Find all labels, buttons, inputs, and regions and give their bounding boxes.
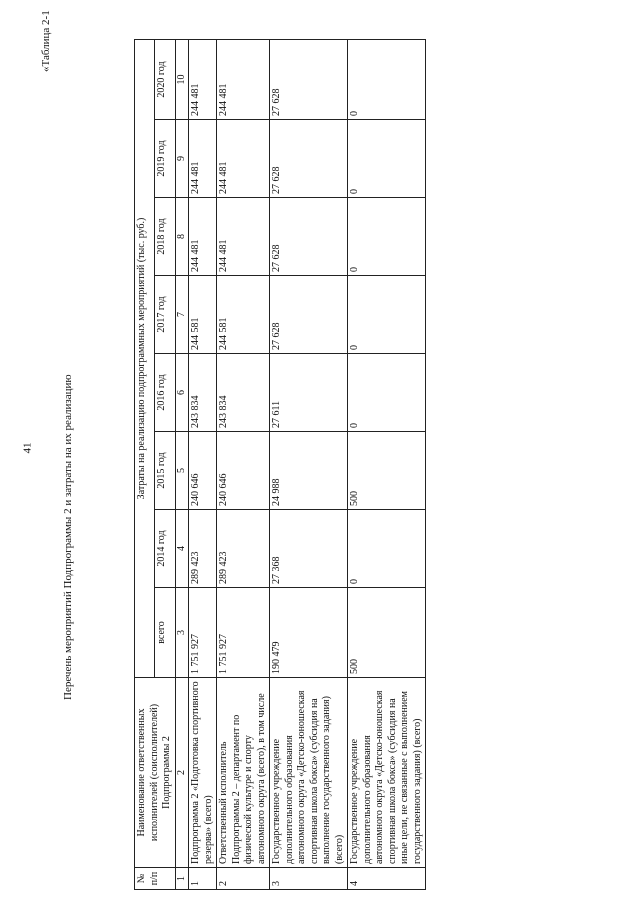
header-year: 2017 год — [155, 276, 175, 354]
row-value: 27 611 — [270, 354, 348, 432]
row-name: Государственное учреждение дополнительного образования автономного округа «Детско-юношеская спортивная школа бокса» (субсидия на иные цели, не связанные с выполнением государственного задания) (всего) — [348, 678, 426, 868]
column-number: 2 — [175, 678, 189, 868]
row-name: Подпрограмма 2 «Подготовка спортивного резерва» (всего) — [189, 678, 217, 868]
header-name: Наименование ответственных исполнителей (соисполнителей) Подпрограммы 2 — [135, 678, 176, 868]
row-value: 27 628 — [270, 39, 348, 119]
header-year: 2018 год — [155, 198, 175, 276]
column-number: 4 — [175, 510, 189, 588]
row-num: 1 — [189, 868, 217, 890]
row-total: 190 479 — [270, 588, 348, 678]
row-num: 3 — [270, 868, 348, 890]
row-value: 244 481 — [189, 198, 217, 276]
row-value: 500 — [348, 432, 426, 510]
column-number: 8 — [175, 198, 189, 276]
row-value: 289 423 — [189, 510, 217, 588]
column-number: 9 — [175, 120, 189, 198]
header-year: 2020 год — [155, 39, 175, 119]
row-value: 0 — [348, 354, 426, 432]
row-total: 1 751 927 — [189, 588, 217, 678]
table-row — [270, 39, 348, 889]
column-number: 1 — [175, 868, 189, 890]
rotated-table-container — [134, 40, 578, 890]
row-value: 27 628 — [270, 198, 348, 276]
header-year: 2014 год — [155, 510, 175, 588]
row-value: 244 581 — [189, 276, 217, 354]
row-value: 240 646 — [217, 432, 270, 510]
row-name: Государственное учреждение дополнительного образования автономного округа «Детско-юношеская спортивная школа бокса» (субсидия на выполнение государственного задания) (всего) — [270, 678, 348, 868]
column-number: 3 — [175, 588, 189, 678]
row-value: 24 988 — [270, 432, 348, 510]
row-num: 4 — [348, 868, 426, 890]
row-value: 243 834 — [189, 354, 217, 432]
row-value: 243 834 — [217, 354, 270, 432]
row-name: Ответственный исполнитель Подпрограммы 2 – департамент по физической культуре и спорту автономного округа (всего), в том числе — [217, 678, 270, 868]
column-number: 10 — [175, 39, 189, 119]
header-year: 2016 год — [155, 354, 175, 432]
header-num: № п/п — [135, 868, 176, 890]
row-value: 0 — [348, 120, 426, 198]
column-number: 6 — [175, 354, 189, 432]
column-number-row — [175, 39, 189, 889]
row-num: 2 — [217, 868, 270, 890]
row-value: 244 481 — [217, 120, 270, 198]
expenses-table — [134, 39, 426, 890]
header-row-1 — [135, 39, 155, 889]
table-reference: «Таблица 2-1 — [40, 10, 52, 72]
row-value: 240 646 — [189, 432, 217, 510]
row-value: 27 628 — [270, 120, 348, 198]
row-value: 27 628 — [270, 276, 348, 354]
row-value: 289 423 — [217, 510, 270, 588]
row-value: 244 481 — [189, 120, 217, 198]
header-year: 2015 год — [155, 432, 175, 510]
table-row — [217, 39, 270, 889]
row-value: 0 — [348, 276, 426, 354]
row-value: 244 581 — [217, 276, 270, 354]
column-number: 5 — [175, 432, 189, 510]
row-value: 244 481 — [217, 198, 270, 276]
row-value: 0 — [348, 39, 426, 119]
table-row — [189, 39, 217, 889]
row-value: 27 368 — [270, 510, 348, 588]
row-total: 1 751 927 — [217, 588, 270, 678]
header-total: всего — [155, 588, 175, 678]
table-row — [348, 39, 426, 889]
row-total: 500 — [348, 588, 426, 678]
row-value: 244 481 — [217, 39, 270, 119]
header-year: 2019 год — [155, 120, 175, 198]
document-title: Перечень мероприятий Подпрограммы 2 и затраты на их реализацию — [62, 374, 74, 700]
row-value: 0 — [348, 510, 426, 588]
header-costs: Затраты на реализацию подпрограммных мероприятий (тыс. руб.) — [135, 39, 155, 677]
column-number: 7 — [175, 276, 189, 354]
row-value: 0 — [348, 198, 426, 276]
page-number: 41 — [21, 442, 34, 454]
row-value: 244 481 — [189, 39, 217, 119]
